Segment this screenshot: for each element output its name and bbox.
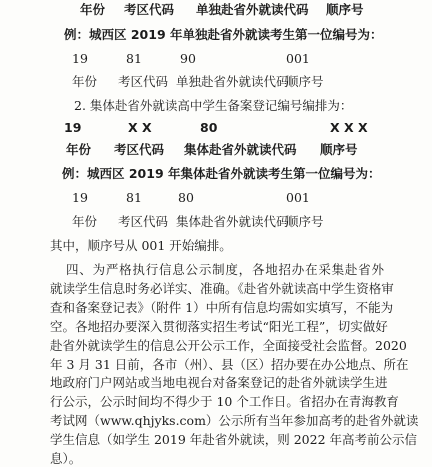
item-2-heading: 2. 集体赴省外就读高中学生备案登记编号编排为： bbox=[74, 98, 353, 113]
para4-line-6: 年 3 月 31 日前，各市（州）、县（区）招办要在办公地点、所在 bbox=[50, 356, 409, 372]
pattern-code: 80 bbox=[200, 120, 218, 135]
pattern-year: 19 bbox=[64, 120, 82, 135]
ex2-label-seq: 顺序号 bbox=[286, 214, 324, 229]
para4-line-9: 考试网（www.qhjyks.com）公示所有当年参加高考的赴省外就读 bbox=[50, 413, 419, 429]
pattern-xxx: X X X bbox=[330, 120, 368, 135]
ex1-label-code: 单独赴省外就读代码 bbox=[176, 74, 289, 89]
label-district-code: 考区代码 bbox=[124, 2, 175, 17]
ex1-label-district: 考区代码 bbox=[118, 74, 169, 89]
digits-district: 81 bbox=[126, 51, 142, 66]
para4-line-4: 空。各地招办要深入贯彻落实招生考试“阳光工程”，切实做好 bbox=[50, 318, 388, 334]
digits2-year: 19 bbox=[72, 190, 88, 205]
ex2-label-year: 年份 bbox=[72, 214, 98, 229]
ex1-label-year: 年份 bbox=[72, 74, 98, 89]
digits2-district: 81 bbox=[126, 190, 142, 205]
para4-line-3: 查和备案登记表》（附件 1）中所有信息均需如实填写，不能为 bbox=[50, 299, 394, 315]
para4-line-11: 息）。 bbox=[50, 451, 82, 466]
example-1-sentence: 例：城西区 2019 年单独赴省外就读考生第一位编号为： bbox=[64, 27, 383, 42]
digits-year: 19 bbox=[72, 51, 88, 66]
label-year-2: 年份 bbox=[66, 142, 92, 157]
label-group-code: 集体赴省外就读代码 bbox=[184, 142, 297, 157]
pattern-xx: X X bbox=[128, 120, 152, 135]
digits-seq: 001 bbox=[286, 51, 310, 66]
para4-line-10: 学生信息（如学生 2019 年赴省外就读，则 2022 年高考前公示信 bbox=[50, 432, 418, 448]
sequence-note: 其中，顺序号从 001 开始编排。 bbox=[50, 238, 232, 253]
para4-line-8: 行公示，公示时间均不得少于 10 个工作日。省招办在青海教育 bbox=[50, 394, 399, 410]
label-seq-2: 顺序号 bbox=[320, 142, 358, 157]
para4-line-7: 地政府门户网站或当地电视台对备案登记的赴省外就读学生进 bbox=[50, 375, 388, 391]
example-2-sentence: 例：城西区 2019 年集体赴省外就读考生第一位编号为： bbox=[62, 166, 381, 181]
ex1-label-seq: 顺序号 bbox=[286, 74, 324, 89]
example-2-text bbox=[62, 166, 381, 182]
ex2-label-code: 集体赴省外就读代码 bbox=[176, 214, 289, 229]
digits2-seq: 001 bbox=[286, 190, 310, 205]
ex2-label-district: 考区代码 bbox=[118, 214, 169, 229]
digits2-code: 80 bbox=[178, 190, 194, 205]
label-seq: 顺序号 bbox=[326, 2, 364, 17]
para4-line-2: 就读学生信息时务必详实、准确。《赴省外就读高中学生资格审 bbox=[50, 280, 394, 296]
digits-code: 90 bbox=[180, 51, 196, 66]
label-district-code-2: 考区代码 bbox=[114, 142, 165, 157]
para4-line-5: 赴省外就读学生的信息公开公示工作，全面接受社会监督。2020 bbox=[50, 337, 407, 353]
label-year: 年份 bbox=[80, 2, 106, 17]
label-single-code: 单独赴省外就读代码 bbox=[196, 2, 309, 17]
example-1-text bbox=[64, 27, 383, 43]
para4-line-1: 四、为严格执行信息公示制度，各地招办在采集赴省外 bbox=[66, 262, 384, 277]
